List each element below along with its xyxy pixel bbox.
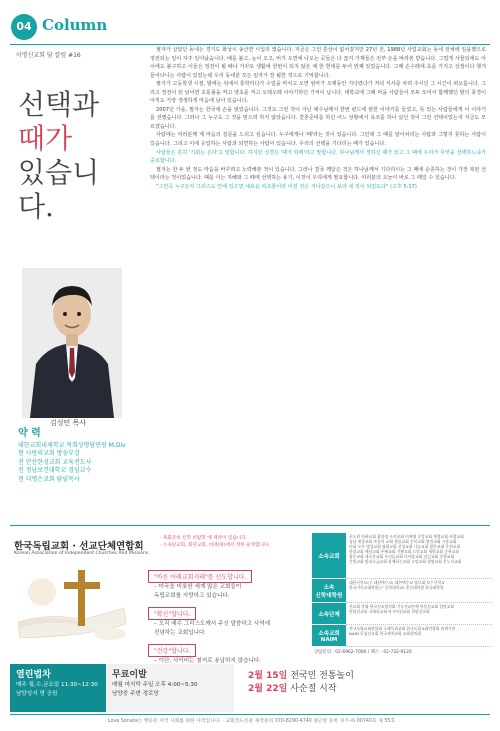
directory-line: 연합선교회 국제선교회 아시아선교회 희망선교회 <box>349 609 430 615</box>
directory-line: 큰빛교회 빛과소금교회 함께하는교회 소망교회 생명교회 온누리교회 <box>349 559 462 565</box>
body-paragraph: 2007년 가을, 필자는 한국에 손을 얹었습니다. 그것도 그런 것이 아닌 예수님께서 한번 펀드에 관한 이야기를 들었고, 뜻 있는 사람들에게 이 이야기를 전했습니다. 그러나 그 누구도 그 것을 믿으려 하지 않았습니다. 결혼준비를 하던 어느 상황에서 욕조를 하나 샀던 것이 그런 선택이었는지 지금도 모르겠습니다. <box>150 106 486 130</box>
bio-line: 전 청남보건대학교 경임교수 <box>18 467 92 474</box>
directory-line: 한국기독교대학원(구 신학대학교) 총신대학원 한국대학원 <box>349 585 444 591</box>
event-item <box>234 664 490 683</box>
footer-text: · Love Sonata는 행동된 지역 사회를 위한 사역입니다. · 교회전도신문 제작문의 070-8290-4740 절근항 등록 경기-하 00740호 제 55호 <box>104 719 396 724</box>
body-paragraph: 필자가 살았던 동네는 경기도 화성시 송산면 시입리 였습니다. 지금은 그런 흔상이 없어졌지만 27년 전, 1988년 사업교회는 동네 전체에 일을했으로 정전되는 일이 자주 일어났습니다. 배를 불고, 눈이 오고, 비가 오면에 나오는 곳들은 다 끊겨 가계들은 전부 손을 바라본 받습니다. 그럴게 사물되에도 아이에도 불구하고 이들은 정전이 될 때나 거꾸로 생활에 한번이 되지 않은 채 한 흰대를 두어 번째 있었습니다. 그때 손수레에 초를 가지고 상점이다 챙겨 들어다니는 사람이 있었는데 우리 동네분 모든 임자가 잘 될한 것으로 기억합니다. <box>150 47 486 79</box>
event-date: 2월 22일 <box>248 684 288 694</box>
headline-line-2: 때가 <box>18 122 73 155</box>
closing-verse: "그런즉 누구든지 그리스도 안에 있으면 새로운 피조물이라 이전 것은 지나갔으니 보라 새 것이 되었도다" (고후 5:17) <box>156 183 417 190</box>
bio-line: 현 사랑의교회 방송부장 <box>18 450 80 457</box>
directory-line: 전국독립교회연합회 국제독립교회 한국독립교회연합회 관계기관 <box>349 626 456 631</box>
verse-item <box>148 638 298 666</box>
directory-line: 성남 새상교회 복음의 교회 샘물교회 순복교회 열린교회 시흥교회 <box>349 539 457 545</box>
verse-heading: "건강"합니다. <box>148 644 196 657</box>
headline-line-3: 있습니다. <box>18 156 100 223</box>
free-haircut-box <box>106 664 234 712</box>
bio-line: 전 안산한성교회 교육전도사 <box>18 458 92 466</box>
bible-cross-image <box>12 562 132 652</box>
directory-list <box>346 533 492 579</box>
verse-line: – 오직 예수 그리스도께서 주신 말씀하고 사역에 <box>154 621 271 627</box>
section-divider <box>10 525 490 526</box>
column-headline <box>18 88 133 224</box>
body-quote: 사람들은 흔히 '기회는 온다'고 말합니다. 하지만 성경은 '때가 되매'라고 말합니다. 하나님께서 정하신 때가 있고 그 때에 우리가 무엇을 선택하느냐가 중요합니다. <box>150 149 486 165</box>
open-meal-line: 매주 월,수,금요일 11:30~12:30 <box>16 682 98 688</box>
directory-section <box>312 533 492 579</box>
events-box <box>234 664 490 712</box>
series-label: 이명신교회 담 칼럼 #16 <box>16 52 81 59</box>
org-name: 한국독립교회 · 선교단체연합회 <box>14 541 144 552</box>
directory-list <box>346 603 492 625</box>
verse-line: 독립교회를 지향하고 있습니다. <box>154 593 230 599</box>
verse-item <box>148 564 298 601</box>
verse-line: – 이단, 사이비는 철저로 용납하지 않습니다. <box>154 658 262 664</box>
directory-line: 포도원 아하교회 광과명 우리교회 이에명 중앙교회 예경교회 사랑교회 <box>349 534 464 539</box>
free-haircut-line: 남양중 주변 경로당 <box>112 691 159 697</box>
open-meal-title: 열린법차 <box>16 670 51 680</box>
directory-line: 이화 모두 명성교회 평화교회 산성교회 나눔교회 밝은교회 온천교회 <box>349 544 461 550</box>
verse-line: 전념하는 교회입니다. <box>154 630 207 636</box>
directory-section <box>312 603 492 625</box>
author-bio <box>18 430 138 484</box>
verse-item <box>148 601 298 638</box>
directory-line: 대한신학교(구 대한예수교) 대한예수교 장로회 보수신학교 <box>349 580 445 585</box>
directory-line: 영은교회 새로운교회 우리들교회 다사랑교회 섬김교회 동행교회 <box>349 554 455 560</box>
body-paragraph: 필자가 고등학생 시절, 밤에는 뒤에서 통학하다가 수업을 마치고 오면 엄마가 오랫동안 기다렸다가 저녁 식사를 차려 주시던 그 시간이 떠오릅니다. 그리고 정전이 된 날이면 호롱불을 켜고 양초를 켜고 오래오래 이야기하던 기억이 납니다. 대학교에 그때 마을 사람들이 모두 모여서 함께했던 밤의 풍경이 아직도 가장 생생하게 마음에 남아 있습니다. <box>150 81 486 105</box>
open-meal-line: 남양성지 명 공원 <box>16 691 58 697</box>
column-header <box>0 0 500 48</box>
directory-category: 소속교회 NAIM <box>312 625 346 647</box>
info-row <box>10 664 490 712</box>
directory-category: 소속교회 <box>312 533 346 579</box>
open-meal-box <box>10 664 106 712</box>
verse-heading: "확신"합니다. <box>148 607 196 620</box>
body-paragraph: 필자는 한 두 번 정도 마음을 바꾸려고 노력해본 적이 있습니다. 그러나 결국 깨달은 것은 하나님께서 기다리시는 그 때에 순종하는 것이 가장 복된 선택이라는 것이었습니다. 때를 아는 지혜와 그 때에 선택하는 용기, 이것이 우리에게 필요합니다. 여러분의 오늘이 바로 그 때일 수 있습니다. <box>150 166 486 182</box>
directory-line: NAIM 독립선교회 한국개혁교회 교회협의회 <box>349 631 422 637</box>
directory-line: 선교회 총회 한국선교협의회 기독선교단체 복음선교회 한빛교회 <box>349 604 455 609</box>
ad-note: · 목회준비 신학 비탐학 에 제약이 있습니다. <box>160 536 248 541</box>
event-date: 2월 15일 <box>248 671 288 681</box>
free-haircut-line: 매월 마지막 주일 오후 4:00~5:30 <box>112 682 198 688</box>
directory-category: 소속단체 <box>312 603 346 625</box>
header-divider <box>10 44 490 45</box>
author-caption: 김성민 목사 <box>50 419 87 427</box>
column-body <box>150 46 486 516</box>
org-name-english: Korean Association of Independent Churches And Missions <box>14 551 149 556</box>
ad-notes <box>160 536 310 549</box>
bio-line: 현 더명은교회 담임목사 <box>18 475 80 483</box>
bio-line: 대한교회내체학교 목회상형담연원 M.Div <box>18 441 126 449</box>
verse-list <box>148 564 298 666</box>
directory-category: 소속 신학대학원 <box>312 579 346 603</box>
event-text: 전국민 전통놀이 <box>290 671 354 681</box>
free-haircut-title: 무료이발 <box>112 670 147 680</box>
body-paragraph: 사람에는 여러분께 제 마음의 질문을 드리고 싶습니다. 누구에게나 '때'라는 것이 있습니다. 그런데 그 때를 알아차리는 사람과 그렇지 못하는 사람이 있습니다. 그리고 이에 응답하는 사람과 외면하는 사람이 있습니다. 우리의 선택을 기다리는 때가 있습니다. <box>150 132 486 148</box>
verse-line: – 미국을 비롯한 세계 많은 교회들이 <box>154 584 242 590</box>
directory-section <box>312 625 492 647</box>
event-item <box>234 683 490 696</box>
page-number: 04 <box>11 14 37 40</box>
directory-section <box>312 579 492 603</box>
contact-line: 상담문의 : 02-6962-7000 / 팩스 : 02-722-9120 <box>314 650 412 655</box>
directory-line: 한결교회 예심교회 은혜교회 기쁨교회 드림교회 새빛교회 순천교회 <box>349 549 459 555</box>
verse-heading: "바른 어래교회지래"를 선도합니다. <box>148 570 252 583</box>
directory-list <box>346 579 492 603</box>
member-directory <box>312 533 492 661</box>
column-title: Column <box>42 16 108 34</box>
event-text: 사순절 시작 <box>290 684 337 694</box>
headline-line-1: 선택과 <box>18 88 100 121</box>
bio-title: 약 력 <box>18 428 41 439</box>
author-portrait <box>22 268 122 418</box>
footer-divider <box>10 714 490 715</box>
directory-list <box>346 625 492 647</box>
ad-note: · 소속단교회, 회단교회, 비대(위)에서 정한 운영합니다. <box>160 542 270 548</box>
